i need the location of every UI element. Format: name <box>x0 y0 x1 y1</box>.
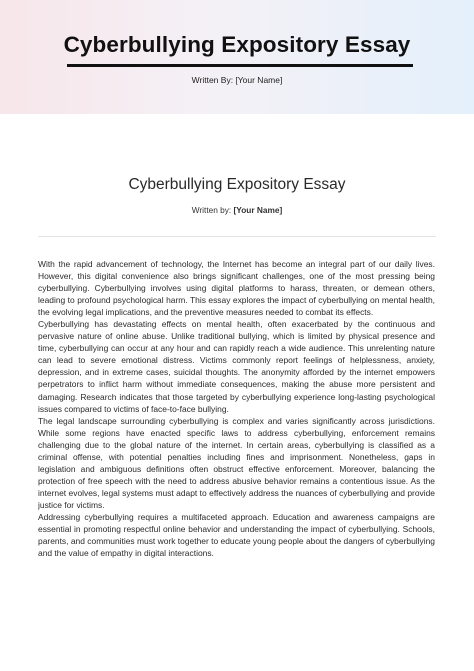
title-divider <box>38 236 436 237</box>
document-title: Cyberbullying Expository Essay <box>128 176 346 193</box>
author-name: [Your Name] <box>233 205 283 215</box>
paragraph-mental-health: Cyberbullying has devastating effects on mental health, often exacerbated by the continuous and pervasive nature of online abuse. Unlike traditional bullying, which is limited by physical presence and time, cyberbullying can occur at any hour and can rapidly reach a wide audience. This unrelenting nature can lead to severe emotional distress. Victims commonly report feelings of helplessness, anxiety, depression, and in extreme cases, suicidal thoughts. The anonymity afforded by the internet empowers perpetrators to inflict harm without immediate consequences, making the abuse more persistent and damaging. Research indicates that those targeted by cyberbullying experience long-lasting psychological issues compared to victims of face-to-face bullying. <box>38 319 435 414</box>
essay-body <box>38 258 435 671</box>
banner-title: Cyberbullying Expository Essay <box>63 32 411 57</box>
paragraph-legal: The legal landscape surrounding cyberbullying is complex and varies significantly across jurisdictions. While some regions have enacted specific laws to address cyberbullying, enforcement remains challenging due to the global nature of the internet. In certain areas, cyberbullying is classified as a criminal offense, with potential penalties including fines and imprisonment. Nonetheless, gaps in legislation and ambiguous definitions often obstruct effective enforcement. Moreover, balancing the protection of free speech with the need to address abusive behavior remains a contentious issue. As the internet evolves, legal systems must adapt to effectively address the nuances of cyberbullying and provide justice for victims. <box>38 415 435 510</box>
document-byline <box>0 205 474 215</box>
byline-prefix: Written by: <box>191 205 234 215</box>
banner-title-underline <box>67 64 413 67</box>
paragraph-intro: With the rapid advancement of technology, the Internet has become an integral part of our daily lives. However, this digital convenience also brings significant challenges, one of the most pressing being cyberbullying. Cyberbullying involves using digital platforms to harass, threaten, or demean others, leading to profound psychological harm. This essay explores the impact of cyberbullying on mental health, the evolving legal implications, and the preventive measures needed to combat its effects. <box>38 259 435 318</box>
banner-subtitle: Written By: [Your Name] <box>191 75 283 85</box>
paragraph-prevention: Addressing cyberbullying requires a multifaceted approach. Education and awareness campaigns are essential in promoting respectful online behavior and understanding the impact of cyberbullying. Schools, parents, and communities must work together to educate young people about the dangers of cyberbullying and the value of empathy in digital interactions. <box>38 511 435 559</box>
header-banner <box>0 0 474 114</box>
